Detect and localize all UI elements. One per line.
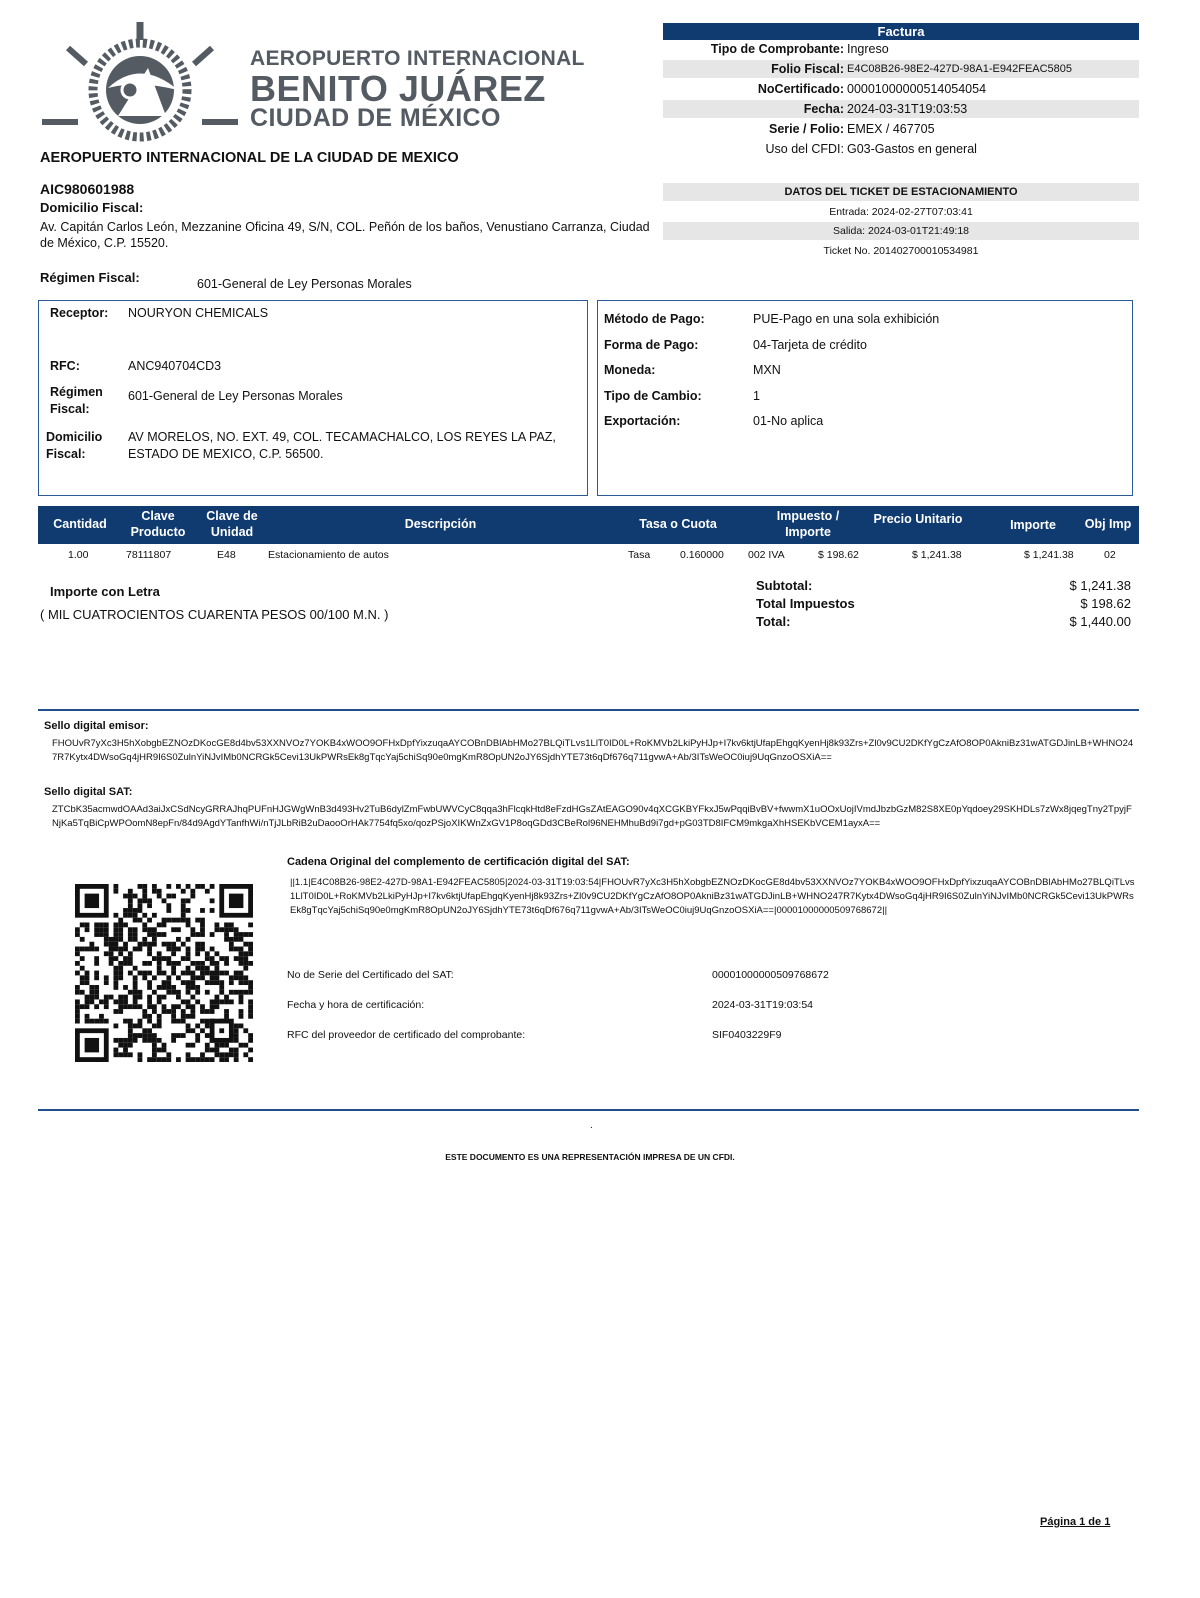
receptor-regimen-label: Fiscal: xyxy=(50,402,90,416)
cert-fecha-label: Fecha y hora de certificación: xyxy=(287,999,425,1011)
th-clave-unidad: Clave de xyxy=(206,509,258,523)
concept-table-header xyxy=(38,506,1139,544)
pago-metodo-label: Método de Pago: xyxy=(604,312,705,326)
receptor-domicilio: AV MORELOS, NO. EXT. 49, COL. TECAMACHALCO, LOS REYES LA PAZ, ESTADO DE MEXICO, C.P. 56500. xyxy=(128,430,556,461)
pago-exportacion-label: Exportación: xyxy=(604,414,681,428)
sello-emisor: FHOUvR7yXc3H5hXobgbEZNOzDKocGE8d4bv53XXNVOz7YOKB4xWOO9OFHxDpfYixzuqaAYCOBnDBlAbHMo27BLQiTLvs1LlT0ID0L+RoKMVb2LkiPyHJp+I7kv6ktjUfapEhgqKyenHj8k93Zrs+Zl0v9CU2DKfYgCzAfO8OP0AkniBz31wATGDJinLB+WHNO247R7Kytx4DWsoGq4jHR9I6S0ZulnYiNJvIMb0NCRGk5Cevi13UkPWRsEk8gTqcYaj5chiSq90e0mgKmR8OpUN2oJY6SjdhYTE73t6qDf676q711gvwA+Ab/3ITsWeOC0iuj9UqGnzoOSXiA== xyxy=(52,738,1134,763)
total-value: $ 1,440.00 xyxy=(1069,614,1131,629)
td-tasa-valor: 0.160000 xyxy=(680,549,724,561)
td-tasa-tipo: Tasa xyxy=(628,549,651,561)
pago-moneda: MXN xyxy=(753,363,781,377)
pago-tipo-cambio: 1 xyxy=(753,389,760,403)
factura-row-value: EMEX / 467705 xyxy=(847,122,935,136)
total-impuestos-label: Total Impuestos xyxy=(756,596,855,611)
ticket-title: DATOS DEL TICKET DE ESTACIONAMIENTO xyxy=(663,183,1139,201)
issuer-regimen-label: Régimen Fiscal: xyxy=(40,270,140,285)
td-cantidad: 1.00 xyxy=(68,549,89,561)
factura-row-label: Uso del CFDI: xyxy=(765,142,844,156)
ticket-entrada: Entrada: 2024-02-27T07:03:41 xyxy=(829,206,973,218)
qr-code-icon xyxy=(75,884,253,1062)
factura-row-label: Serie / Folio: xyxy=(768,122,844,136)
issuer-rfc: AIC980601988 xyxy=(40,181,135,197)
receptor-rfc: ANC940704CD3 xyxy=(128,359,222,373)
td-obj-imp: 02 xyxy=(1104,549,1116,561)
factura-row xyxy=(663,100,1139,118)
th-clave-producto: Producto xyxy=(130,525,186,539)
footer-dot: . xyxy=(590,1120,593,1131)
issuer-regimen: 601-General de Ley Personas Morales xyxy=(197,277,412,291)
receptor-regimen-label: Régimen xyxy=(50,385,103,399)
td-clave-unidad: E48 xyxy=(217,549,236,561)
footer-note: ESTE DOCUMENTO ES UNA REPRESENTACIÓN IMPRESA DE UN CFDI. xyxy=(445,1152,735,1162)
cadena-label: Cadena Original del complemento de certificación digital del SAT: xyxy=(287,856,630,868)
cert-fecha: 2024-03-31T19:03:54 xyxy=(712,999,813,1011)
th-descripcion: Descripción xyxy=(404,517,477,531)
issuer-domicilio: Av. Capitán Carlos León, Mezzanine Oficina 49, S/N, COL. Peñón de los baños, Venustiano Carranza, Ciudad de México, C.P. 15520. xyxy=(40,220,650,250)
pago-tipo-cambio-label: Tipo de Cambio: xyxy=(604,389,702,403)
factura-row-value: Ingreso xyxy=(847,42,889,56)
pago-metodo: PUE-Pago en una sola exhibición xyxy=(753,312,940,326)
th-tasa-cuota: Tasa o Cuota xyxy=(639,517,717,531)
pago-forma-label: Forma de Pago: xyxy=(604,338,699,352)
factura-title: Factura xyxy=(663,23,1139,40)
td-precio-unitario: $ 1,241.38 xyxy=(912,549,962,561)
subtotal-label: Subtotal: xyxy=(756,578,813,593)
factura-row xyxy=(663,120,1139,138)
sello-sat-label: Sello digital SAT: xyxy=(44,786,133,798)
total-label: Total: xyxy=(756,614,791,629)
importe-letra-label: Importe con Letra xyxy=(50,584,160,599)
pago-exportacion: 01-No aplica xyxy=(753,414,824,428)
factura-row-label: Folio Fiscal: xyxy=(771,62,844,76)
th-impuesto: Importe xyxy=(785,525,831,539)
cert-serie: 00001000000509768672 xyxy=(712,969,829,981)
divider xyxy=(38,1109,1139,1111)
factura-row-value: G03-Gastos en general xyxy=(847,142,977,156)
receptor-domicilio-label: Domicilio xyxy=(46,430,103,444)
cert-rfc: SIF0403229F9 xyxy=(712,1029,782,1041)
factura-row xyxy=(663,60,1139,78)
airport-helm-logo-icon xyxy=(38,18,243,143)
td-clave-producto: 78111807 xyxy=(126,549,172,561)
receptor-regimen: 601-General de Ley Personas Morales xyxy=(128,389,343,403)
subtotal-value: $ 1,241.38 xyxy=(1069,578,1131,593)
ticket-salida: Salida: 2024-03-01T21:49:18 xyxy=(663,222,1139,240)
factura-row xyxy=(663,80,1139,98)
divider xyxy=(38,709,1139,711)
page-number: Página 1 de 1 xyxy=(1040,1516,1111,1528)
pago-moneda-label: Moneda: xyxy=(604,363,656,377)
issuer-domicilio-label: Domicilio Fiscal: xyxy=(40,200,144,215)
sello-sat: ZTCbK35acmwdOAAd3aiJxCSdNcyGRRAJhqPUFnHJGWgWnB3d493Hv2TuB6dylZmFwbUWVCyC8qqa3hFlcqkHtd8eFzdHGsZAtEAGO90v4qXCGKBYFkxJ5wPqqiBvBV+fwwmX1uOOxUojIVmdJbzbGzM82S8XE0pYqdoey29SKHDLs7zWx8jqegTny2TpyjFNjKa5TqBiCpWPOomN8epFn/84d9AgdYTanfhWi/nTjJLbRiB2uDaooOrHAk7754fq5xo/qozPSjoXIKWnZxGV1P8oqGDd3CBeRol96NEHMhuBd9i7gd+pG03TD8IFCM9mkgaXhHSEKbVCEM1ayxA== xyxy=(52,804,1132,829)
ticket-number: Ticket No. 201402700010534981 xyxy=(823,245,979,257)
cert-rfc-label: RFC del proveedor de certificado del comprobante: xyxy=(287,1029,526,1041)
factura-row-label: Tipo de Comprobante: xyxy=(710,42,844,56)
cert-serie-label: No de Serie del Certificado del SAT: xyxy=(287,969,454,981)
td-descripcion: Estacionamiento de autos xyxy=(268,549,389,561)
th-importe: Importe xyxy=(1010,518,1056,532)
th-clave-unidad: Unidad xyxy=(210,525,254,539)
receptor-rfc-label: RFC: xyxy=(50,359,80,373)
th-obj-imp: Obj Imp xyxy=(1084,517,1132,531)
th-impuesto: Impuesto / xyxy=(776,509,840,523)
factura-row-value: 00001000000514054054 xyxy=(847,82,987,96)
th-cantidad: Cantidad xyxy=(53,517,107,531)
factura-row-label: NoCertificado: xyxy=(757,82,844,96)
th-clave-producto: Clave xyxy=(141,509,175,523)
logo-line-2: BENITO JUÁREZ xyxy=(250,68,546,109)
sello-emisor-label: Sello digital emisor: xyxy=(44,720,149,732)
td-importe: $ 1,241.38 xyxy=(1024,549,1074,561)
td-impuesto-importe: $ 198.62 xyxy=(818,549,859,561)
receptor-name: NOURYON CHEMICALS xyxy=(128,306,269,320)
cadena-original: ||1.1|E4C08B26-98E2-427D-98A1-E942FEAC5805|2024-03-31T19:03:54|FHOUvR7yXc3H5hXobgbEZNOzDKocGE8d4bv53XXNVOz7YOKB4xWOO9OFHxDpfYixzuqaAYCOBnDBlAbHMo27BLQiTLvs1LlT0ID0L+RoKMVb2LkiPyHJp+I7kv6ktjUfapEhgqKyenHj8k93Zrs+Zl0v9CU2DKfYgCzAfO8OP0AkniBz31wATGDJinLB+WHNO247R7Kytx4DWsoGq4jHR9I6S0ZulnYiNJvIMb0NCRGk5Cevi13UkPWRsEk8gTqcYaj5chiSq90e0mgKmR8OpUN2oJY6SjdhYTE73t6qDf676q711gvwA+Ab/3ITsWeOC0iuj9UqGnzoOSXiA==|00001000000509768672|| xyxy=(290,877,1135,916)
factura-row-value: 2024-03-31T19:03:53 xyxy=(847,102,968,116)
issuer-name: AEROPUERTO INTERNACIONAL DE LA CIUDAD DE MEXICO xyxy=(40,150,459,166)
logo-line-1: AEROPUERTO INTERNACIONAL xyxy=(250,47,585,70)
total-impuestos-value: $ 198.62 xyxy=(1080,596,1131,611)
factura-row xyxy=(663,140,1139,158)
factura-row xyxy=(663,40,1139,58)
receptor-label: Receptor: xyxy=(50,306,109,320)
td-impuesto: 002 IVA xyxy=(748,549,785,561)
pago-forma: 04-Tarjeta de crédito xyxy=(753,338,867,352)
logo-line-3: CIUDAD DE MÉXICO xyxy=(250,104,501,132)
factura-row-label: Fecha: xyxy=(803,102,844,116)
receptor-domicilio-label: Fiscal: xyxy=(46,447,86,461)
factura-row-value: E4C08B26-98E2-427D-98A1-E942FEAC5805 xyxy=(847,63,1073,75)
importe-letra-value: ( MIL CUATROCIENTOS CUARENTA PESOS 00/100 M.N. ) xyxy=(40,607,389,622)
th-precio-unitario: Precio Unitario xyxy=(873,512,963,526)
